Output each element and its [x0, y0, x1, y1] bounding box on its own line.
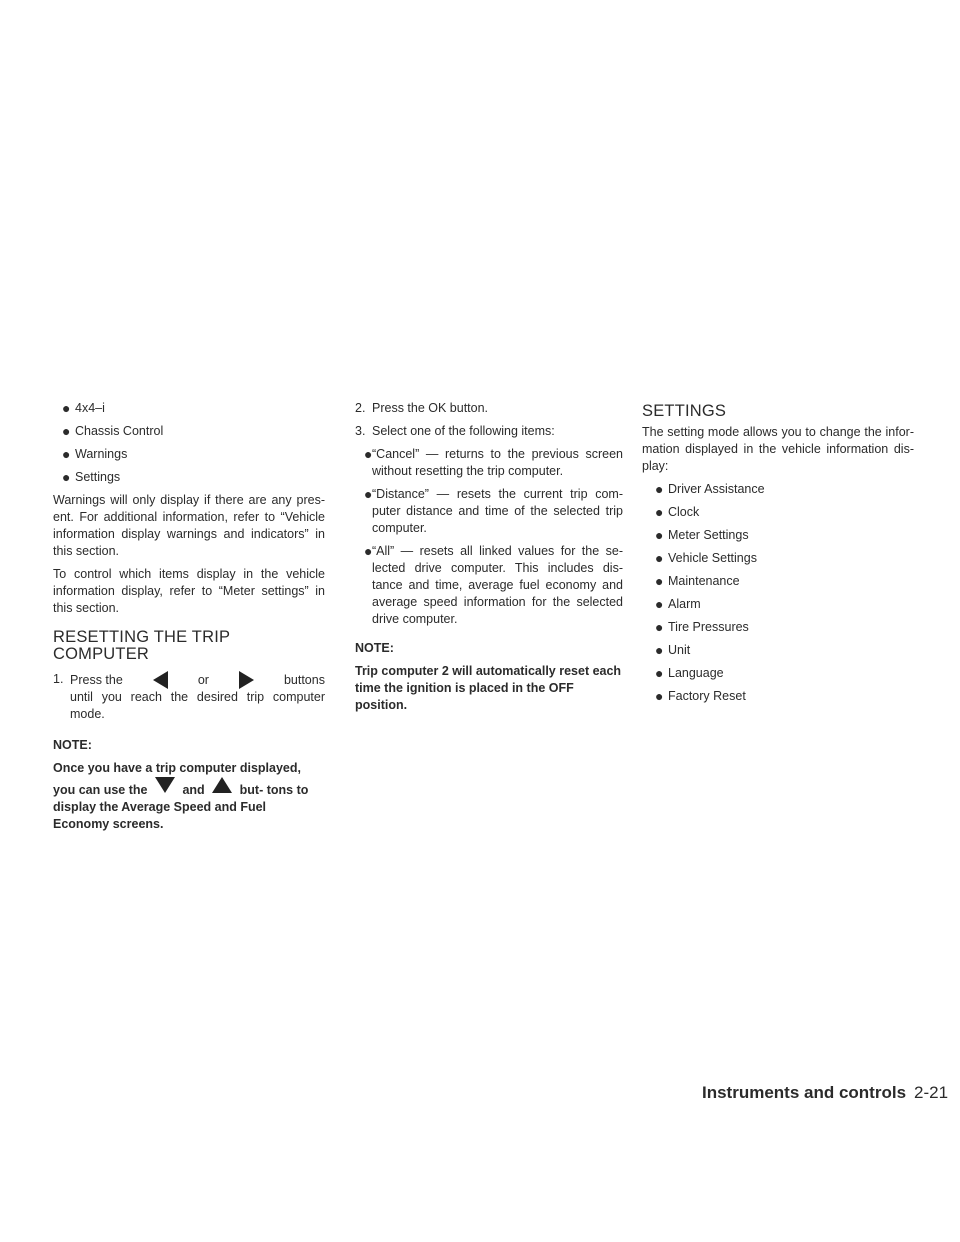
control-paragraph: To control which items display in the vehicle information display, refer to “Meter settings” in this section.: [53, 567, 325, 615]
list-item: ● Settings: [62, 469, 121, 485]
bullet-icon: ●: [655, 619, 664, 635]
bullet-icon: ●: [62, 469, 71, 485]
list-item: ● Maintenance: [655, 573, 740, 589]
list-item: ● Meter Settings: [655, 527, 749, 543]
list-item: ● Alarm: [655, 596, 701, 612]
settings-list: [642, 481, 914, 705]
footer-section-title: Instruments and controls: [702, 1083, 907, 1102]
step-item: 2. Press the OK button.: [355, 401, 489, 415]
display-items-list: [53, 400, 325, 486]
warnings-paragraph: Warnings will only display if there are any pres- ent. For additional information, refer to “Vehicle information display warnings and indicators” in this section.: [53, 493, 325, 558]
list-item: ● Factory Reset: [655, 688, 746, 704]
middle-column: [351, 400, 623, 714]
page-footer: [702, 1083, 948, 1103]
list-item: ● Clock: [655, 504, 700, 520]
settings-intro: The setting mode allows you to change the infor- mation displayed in the vehicle information dis- play:: [642, 425, 914, 473]
list-item: ● Vehicle Settings: [655, 550, 757, 566]
bullet-icon: ●: [655, 481, 664, 497]
reset-options-list: [355, 446, 623, 628]
list-item: ● Chassis Control: [62, 423, 164, 439]
right-column: [642, 400, 914, 711]
note-label: NOTE:: [53, 738, 92, 752]
list-item: ● Tire Pressures: [655, 619, 749, 635]
bullet-icon: ●: [655, 665, 664, 681]
bullet-icon: ●: [655, 688, 664, 704]
left-column: [53, 400, 325, 833]
step-item: 3. Select one of the following items:: [355, 424, 555, 438]
reset-steps: [53, 671, 325, 723]
bullet-icon: ●: [364, 543, 373, 559]
step-number: 1.: [53, 672, 64, 686]
list-item: ● Unit: [655, 642, 691, 658]
bullet-icon: ●: [655, 642, 664, 658]
note-label: NOTE:: [355, 641, 394, 655]
list-item: ● Warnings: [62, 446, 128, 462]
bullet-icon: ●: [655, 596, 664, 612]
bullet-icon: ●: [655, 527, 664, 543]
page-number: 2-21: [914, 1083, 949, 1102]
section-heading: RESETTING THE TRIP COMPUTER: [53, 628, 230, 663]
note-text: Once you have a trip computer displayed, you can use the and but- tons to display the Average Speed and Fuel Economy screens.: [53, 761, 309, 831]
down-arrow-icon: [155, 777, 175, 793]
bullet-icon: ●: [364, 486, 373, 502]
left-arrow-icon: [153, 671, 168, 689]
step-item: 1. Press the or buttons until you reach the desired trip computer mode.: [53, 672, 325, 721]
section-heading: SETTINGS: [642, 402, 727, 420]
bullet-icon: ●: [62, 446, 71, 462]
list-item: ● “All” — resets all linked values for the se- lected drive computer. This includes dis- tance and time, average fuel economy and average speed information for the selected drive computer.: [364, 543, 623, 626]
up-arrow-icon: [212, 777, 232, 793]
bullet-icon: ●: [655, 504, 664, 520]
bullet-icon: ●: [62, 400, 71, 416]
note-text: Trip computer 2 will automatically reset each time the ignition is placed in the OFF position.: [355, 664, 622, 712]
bullet-icon: ●: [655, 573, 664, 589]
bullet-icon: ●: [364, 446, 373, 462]
list-item: ● Language: [655, 665, 724, 681]
list-item: ● “Distance” — resets the current trip com- puter distance and time of the selected trip computer.: [364, 486, 623, 535]
reset-steps-continued: [351, 400, 623, 714]
bullet-icon: ●: [655, 550, 664, 566]
list-item: ● “Cancel” — returns to the previous screen without resetting the trip computer.: [364, 446, 623, 478]
step-line: Press the or buttons: [70, 671, 325, 689]
list-item: ● Driver Assistance: [655, 481, 765, 497]
bullet-icon: ●: [62, 423, 71, 439]
right-arrow-icon: [239, 671, 254, 689]
list-item: ● 4x4–i: [62, 400, 105, 416]
